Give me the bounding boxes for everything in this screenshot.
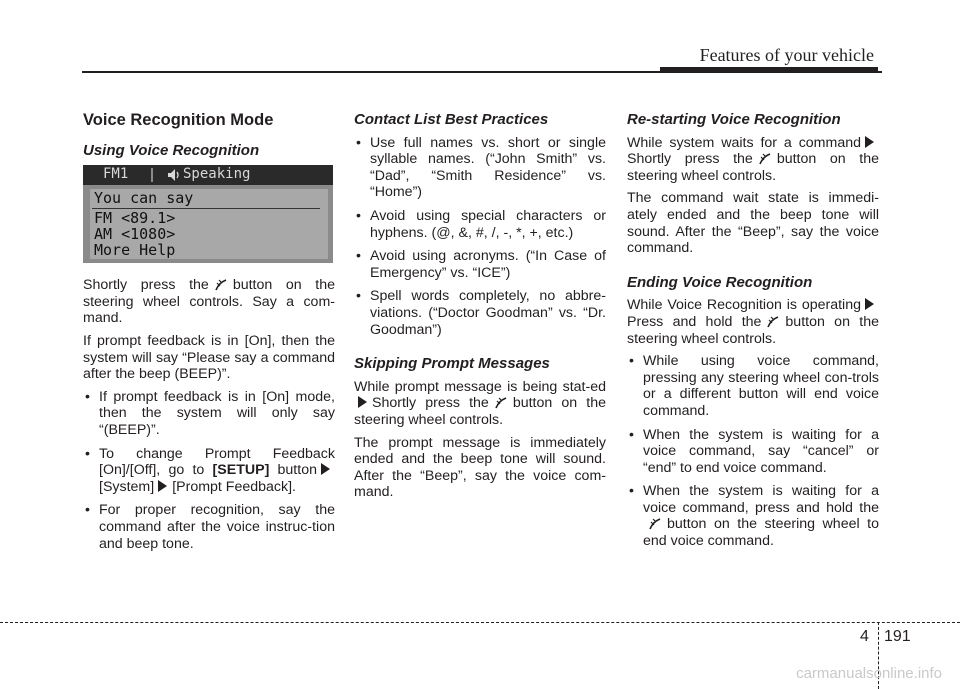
display-panel [90, 189, 328, 259]
display-tab-bar [83, 165, 333, 185]
list-item: • To change Prompt Feedback [On]/[Off], go to [SETUP] button[System] [Prompt Feedback]. [83, 446, 335, 496]
display-line: FM <89.1> [94, 209, 176, 228]
display-tab-status: Speaking [183, 166, 251, 183]
footer-rule [0, 622, 960, 623]
display-screenshot [83, 165, 333, 263]
display-line: AM <1080> [94, 225, 176, 244]
paragraph: While Voice Recognition is operatingPress and hold the button on the steering wheel controls. [627, 297, 879, 347]
subsection-title-restarting: Re-starting Voice Recognition [627, 111, 841, 128]
display-tab-mode: FM1 [103, 166, 129, 183]
list-item: • Avoid using special characters or hyphens. (@, &, #, /, -, *, +, etc.) [354, 208, 606, 241]
voice-talk-icon [765, 315, 781, 328]
arrow-icon [865, 136, 874, 148]
header-rule-accent [660, 67, 878, 73]
list-item: • Avoid using acronyms. (“In Case of Emergency” vs. “ICE”) [354, 248, 606, 281]
list-item: • When the system is waiting for a voice command, say “cancel” or “end” to end voice command. [627, 427, 879, 477]
voice-talk-icon [213, 278, 229, 291]
speaker-icon [167, 168, 181, 182]
list-item: • Use full names vs. short or single syllable names. (“John Smith” vs. “Dad”, “Smith Residence” vs. “Home”) [354, 135, 606, 201]
list-item: • For proper recognition, say the command after the voice instruc-tion and beep tone. [83, 502, 335, 552]
voice-talk-icon [757, 152, 773, 165]
list-item: • Spell words completely, no abbre-viations. (“Doctor Goodman” vs. “Dr. Goodman”) [354, 288, 606, 338]
list-item: • If prompt feedback is in [On] mode, then the system will only say “(BEEP)”. [83, 389, 335, 439]
subsection-title-contact: Contact List Best Practices [354, 111, 549, 128]
column-2 [354, 108, 606, 507]
voice-talk-icon [647, 517, 663, 530]
paragraph: While prompt message is being stat-edShortly press the button on the steering wheel controls. [354, 378, 606, 428]
column-3 [627, 108, 879, 557]
subsection-title-ending: Ending Voice Recognition [627, 273, 813, 291]
paragraph: While system waits for a commandShortly press the button on the steering wheel controls. [627, 134, 879, 184]
list-item: • When the system is waiting for a voice command, press and hold thebutton on the steering wheel to end voice command. [627, 483, 879, 549]
page-header-title: Features of your vehicle [699, 45, 874, 65]
paragraph: If prompt feedback is in [On], then the system will say “Please say a command after the beep (BEEP)”. [83, 332, 335, 383]
display-line: More Help [94, 241, 176, 260]
bullet-list [627, 353, 879, 550]
arrow-icon [358, 396, 367, 408]
column-1 [83, 108, 335, 559]
subsection-title-using: Using Voice Recognition [83, 141, 260, 159]
watermark: carmanualsonline.info [796, 665, 942, 682]
arrow-icon [158, 480, 167, 492]
chapter-number: 4 [860, 628, 869, 645]
section-title: Voice Recognition Mode [83, 111, 274, 129]
voice-talk-icon [493, 396, 509, 409]
bullet-list [354, 135, 606, 339]
paragraph: The command wait state is immedi-ately ended and the beep tone will sound. After the “Beep”, say the voice command. [627, 190, 879, 257]
paragraph: The prompt message is immediately ended and the beep tone will sound. After the “Beep”, say the voice com-mand. [354, 434, 606, 501]
arrow-icon [321, 463, 330, 475]
subsection-title-skipping: Skipping Prompt Messages [354, 355, 550, 373]
page-number: 191 [884, 628, 911, 645]
bullet-list [83, 389, 335, 552]
paragraph: Shortly press the button on the steering wheel controls. Say a com-mand. [83, 277, 335, 327]
list-item: • While using voice command, pressing any steering wheel con-trols or a different button will end voice command. [627, 353, 879, 419]
display-line: You can say [94, 189, 194, 208]
arrow-icon [865, 298, 874, 310]
